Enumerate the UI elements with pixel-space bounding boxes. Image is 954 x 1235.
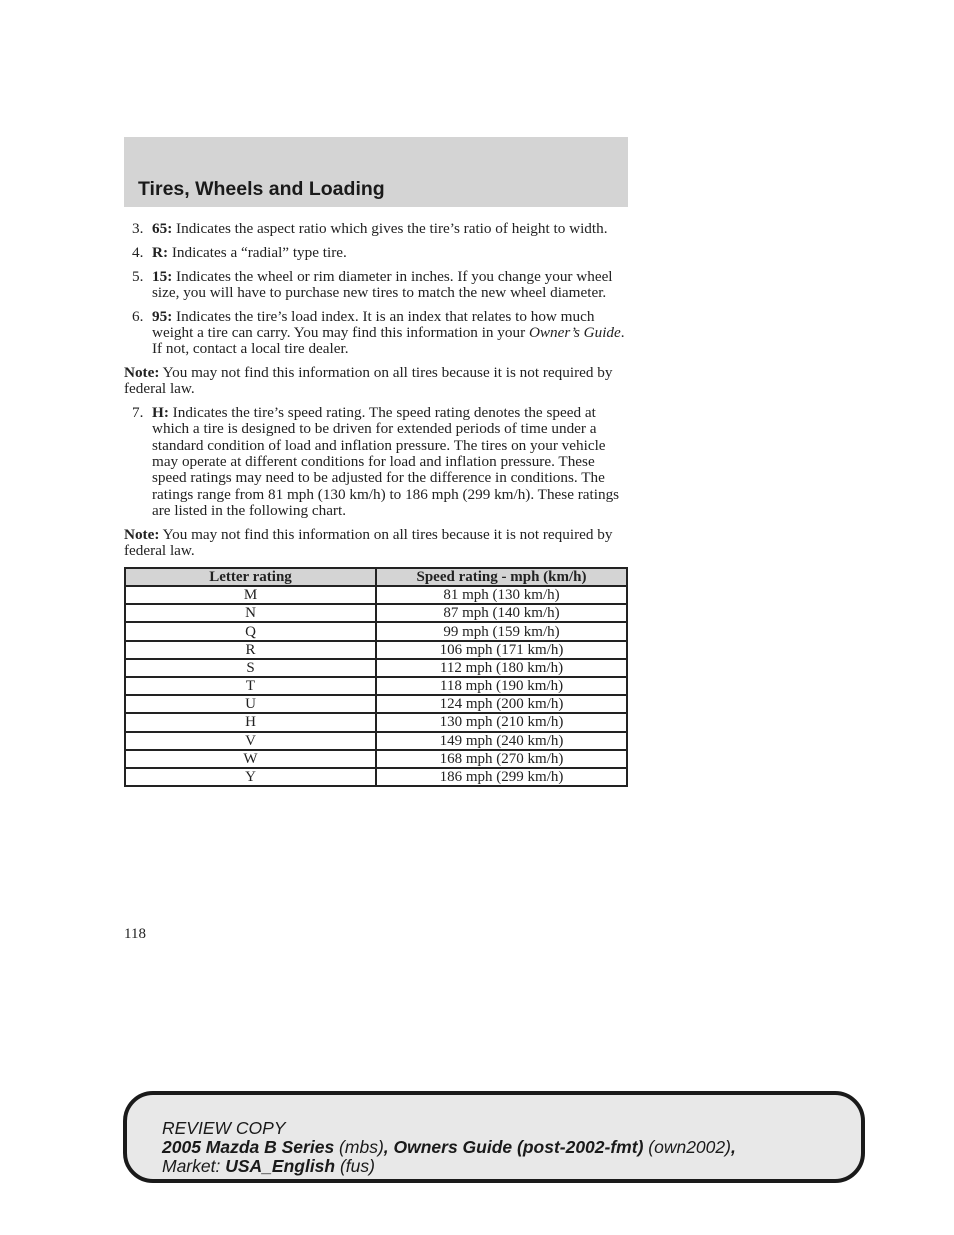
speed-cell: 118 mph (190 km/h) xyxy=(376,677,627,695)
footer-text xyxy=(162,1119,736,1176)
note-text: You may not find this information on all tires because it is not required by federal law. xyxy=(124,525,613,560)
list-item xyxy=(124,245,630,261)
table-row xyxy=(125,713,627,731)
page-number: 118 xyxy=(124,926,146,942)
list-item xyxy=(124,269,630,302)
letter-cell: U xyxy=(125,695,376,713)
list-key: H: xyxy=(152,404,169,422)
footer-model-line xyxy=(162,1138,736,1157)
list-number: 4. xyxy=(132,243,144,261)
market-label: Market: xyxy=(162,1156,226,1176)
table-row xyxy=(125,604,627,622)
list-item xyxy=(124,405,630,519)
speed-cell: 124 mph (200 km/h) xyxy=(376,695,627,713)
letter-cell: T xyxy=(125,677,376,695)
speed-cell: 106 mph (171 km/h) xyxy=(376,641,627,659)
letter-cell: H xyxy=(125,713,376,731)
table-row xyxy=(125,659,627,677)
list-key: 15: xyxy=(152,267,173,285)
table-row xyxy=(125,622,627,640)
list-text: . If not, contact a local tire dealer. xyxy=(152,323,625,358)
list-text: Indicates the aspect ratio which gives the tire’s ratio of height to width. xyxy=(172,220,608,237)
speed-cell: 186 mph (299 km/h) xyxy=(376,768,627,786)
list-number: 6. xyxy=(132,307,144,325)
market-code: (fus) xyxy=(335,1156,375,1176)
column-header-letter: Letter rating xyxy=(125,568,376,586)
review-copy-label: REVIEW COPY xyxy=(162,1118,286,1138)
page-content xyxy=(124,221,630,787)
list-text: Indicates the tire’s load index. It is an index that relates to how much weight a tire can carry. You may find this information in your xyxy=(152,307,595,341)
market-name: USA_English xyxy=(225,1156,336,1176)
speed-cell: 168 mph (270 km/h) xyxy=(376,750,627,768)
list-number: 3. xyxy=(132,220,144,237)
list-item xyxy=(124,309,630,358)
note-paragraph xyxy=(124,365,630,398)
table-row xyxy=(125,641,627,659)
letter-cell: W xyxy=(125,750,376,768)
guide-code: (own2002) xyxy=(643,1137,731,1157)
table-row xyxy=(125,677,627,695)
list-number: 7. xyxy=(132,404,144,422)
separator: , xyxy=(383,1137,394,1157)
note-paragraph xyxy=(124,527,630,560)
speed-cell: 130 mph (210 km/h) xyxy=(376,713,627,731)
speed-cell: 149 mph (240 km/h) xyxy=(376,732,627,750)
section-title: Tires, Wheels and Loading xyxy=(138,178,385,200)
letter-cell: M xyxy=(125,586,376,604)
speed-cell: 112 mph (180 km/h) xyxy=(376,659,627,677)
table-row xyxy=(125,695,627,713)
table-row xyxy=(125,768,627,786)
speed-cell: 87 mph (140 km/h) xyxy=(376,604,627,622)
table-row xyxy=(125,732,627,750)
letter-cell: Y xyxy=(125,768,376,786)
guide-title-italic: Owner’s Guide xyxy=(528,323,621,341)
letter-cell: Q xyxy=(125,622,376,640)
list-text: Indicates the wheel or rim diameter in inches. If you change your wheel size, you will have to purchase new tires to match the new wheel diameter. xyxy=(152,267,613,301)
list-key: 95: xyxy=(152,307,173,325)
list-text: Indicates the tire’s speed rating. The speed rating denotes the speed at which a tire is designed to be driven for extended periods of time under a standard condition of load and inflation pressure. The tires on your vehicle may operate at different conditions for load and inflation pressure. These speed ratings may need to be adjusted for the difference in conditions. The ratings range from 81 mph (130 km/h) to 186 mph (299 km/h). These ratings are listed in the following chart. xyxy=(152,404,620,519)
letter-cell: N xyxy=(125,604,376,622)
list-key: 65: xyxy=(152,220,173,237)
note-label: Note: xyxy=(124,525,160,543)
list-item xyxy=(124,221,630,237)
note-label: Note: xyxy=(124,364,160,382)
speed-cell: 99 mph (159 km/h) xyxy=(376,622,627,640)
table-row xyxy=(125,586,627,604)
model-name: 2005 Mazda B Series xyxy=(162,1137,335,1157)
table-header-row xyxy=(125,568,627,586)
model-code: (mbs) xyxy=(334,1137,384,1157)
list-text: Indicates a “radial” type tire. xyxy=(168,243,347,261)
column-header-speed: Speed rating - mph (km/h) xyxy=(376,568,627,586)
note-text: You may not find this information on all tires because it is not required by federal law. xyxy=(124,364,613,398)
letter-cell: V xyxy=(125,732,376,750)
footer-market-line xyxy=(162,1157,736,1176)
separator: , xyxy=(730,1137,736,1157)
letter-cell: S xyxy=(125,659,376,677)
speed-rating-table xyxy=(124,567,628,787)
table-row xyxy=(125,750,627,768)
letter-cell: R xyxy=(125,641,376,659)
list-key: R: xyxy=(152,243,169,261)
speed-cell: 81 mph (130 km/h) xyxy=(376,586,627,604)
guide-name: Owners Guide (post-2002-fmt) xyxy=(393,1137,644,1157)
list-number: 5. xyxy=(132,267,144,285)
review-copy-footer xyxy=(123,1091,865,1183)
